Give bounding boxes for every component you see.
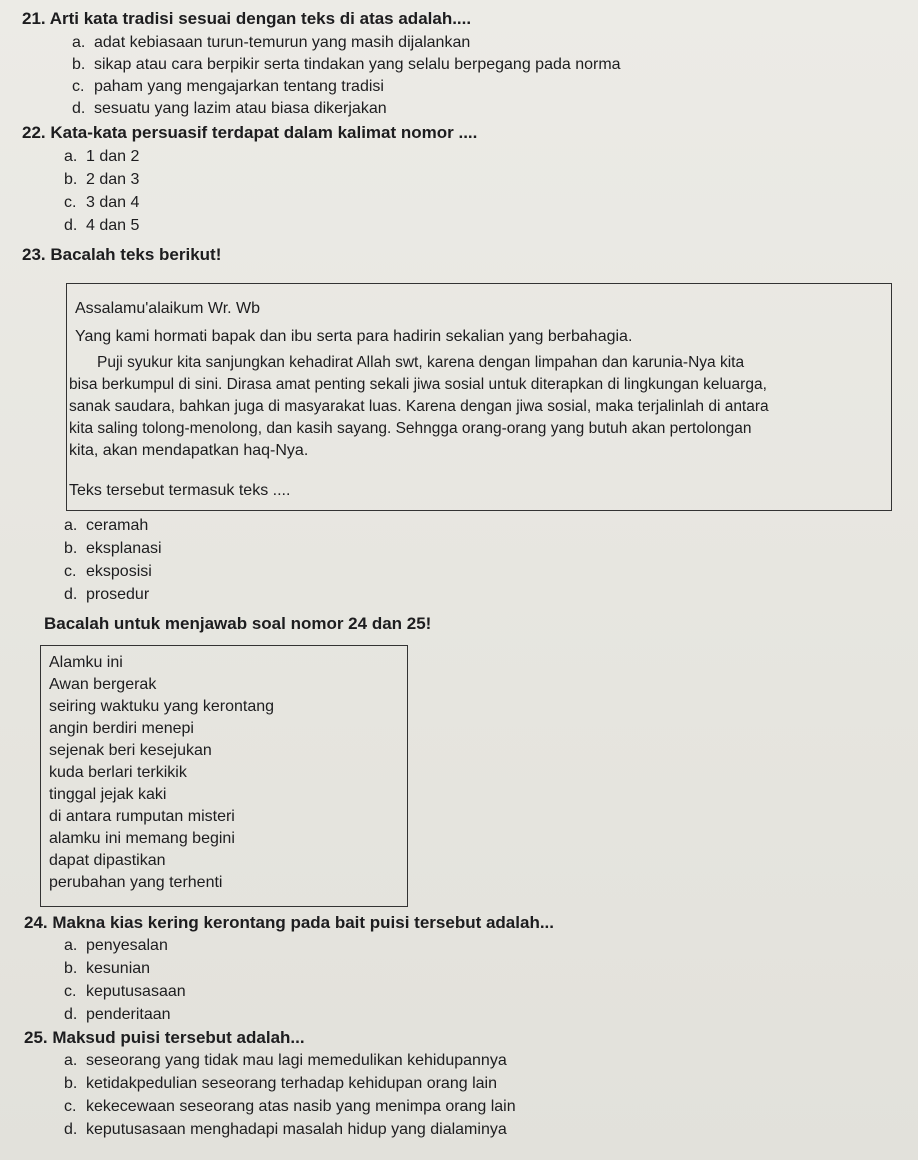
passage-line: sanak saudara, bahkan juga di masyarakat luas. Karena dengan jiwa sosial, maka terjalinlah di antara xyxy=(69,398,769,415)
passage-line: kita saling tolong-menolong, dan kasih sayang. Sehngga orang-orang yang butuh akan pertolongan xyxy=(69,420,752,437)
poem-line: angin berdiri menepi xyxy=(49,720,194,737)
q23-option-c: c. eksposisi xyxy=(64,563,152,580)
instruction-24-25: Bacalah untuk menjawab soal nomor 24 dan 25! xyxy=(44,614,432,633)
speech-text-box xyxy=(66,283,892,511)
q25-option-c: c. kekecewaan seseorang atas nasib yang menimpa orang lain xyxy=(64,1098,516,1115)
q23-option-a: a. ceramah xyxy=(64,517,149,534)
poem-line: perubahan yang terhenti xyxy=(49,874,223,891)
q24-option-c: c. keputusasaan xyxy=(64,983,186,1000)
question-23: 23. Bacalah teks berikut! xyxy=(22,245,222,264)
q21-option-c: c. paham yang mengajarkan tentang tradisi xyxy=(72,78,384,95)
passage-prompt: Teks tersebut termasuk teks .... xyxy=(69,482,291,499)
q21-option-d: d. sesuatu yang lazim atau biasa dikerjakan xyxy=(72,100,387,117)
poem-box xyxy=(40,645,408,907)
question-24: 24. Makna kias kering kerontang pada bait puisi tersebut adalah... xyxy=(24,913,554,932)
q22-option-b: b. 2 dan 3 xyxy=(64,171,140,188)
q25-option-d: d. keputusasaan menghadapi masalah hidup yang dialaminya xyxy=(64,1121,507,1138)
question-22: 22. Kata-kata persuasif terdapat dalam kalimat nomor .... xyxy=(22,123,478,142)
q21-option-b: b. sikap atau cara berpikir serta tindakan yang selalu berpegang pada norma xyxy=(72,56,621,73)
poem-line: alamku ini memang begini xyxy=(49,830,235,847)
passage-line: Puji syukur kita sanjungkan kehadirat Allah swt, karena dengan limpahan dan karunia-Nya kita xyxy=(97,354,745,371)
passage-line: bisa berkumpul di sini. Dirasa amat penting sekali jiwa sosial untuk diterapkan di lingkungan keluarga, xyxy=(69,376,767,393)
q24-option-b: b. kesunian xyxy=(64,960,151,977)
q22-option-d: d. 4 dan 5 xyxy=(64,217,140,234)
passage-greeting: Assalamu'alaikum Wr. Wb xyxy=(75,300,261,317)
poem-line: dapat dipastikan xyxy=(49,852,166,869)
question-25: 25. Maksud puisi tersebut adalah... xyxy=(24,1028,305,1047)
q25-option-b: b. ketidakpedulian seseorang terhadap kehidupan orang lain xyxy=(64,1075,497,1092)
q24-option-a: a. penyesalan xyxy=(64,937,168,954)
passage-line: Yang kami hormati bapak dan ibu serta para hadirin sekalian yang berbahagia. xyxy=(75,328,633,345)
poem-text xyxy=(49,652,274,894)
poem-line: Alamku ini xyxy=(49,654,123,671)
question-21: 21. Arti kata tradisi sesuai dengan teks di atas adalah.... xyxy=(22,9,472,28)
q21-option-a: a. adat kebiasaan turun-temurun yang masih dijalankan xyxy=(72,34,471,51)
poem-line: seiring waktuku yang kerontang xyxy=(49,698,275,715)
q25-option-a: a. seseorang yang tidak mau lagi memedulikan kehidupannya xyxy=(64,1052,507,1069)
q22-option-a: a. 1 dan 2 xyxy=(64,148,140,165)
q23-option-b: b. eksplanasi xyxy=(64,540,162,557)
q23-option-d: d. prosedur xyxy=(64,586,150,603)
q22-option-c: c. 3 dan 4 xyxy=(64,194,140,211)
poem-line: kuda berlari terkikik xyxy=(49,764,187,781)
poem-line: Awan bergerak xyxy=(49,676,157,693)
q24-option-d: d. penderitaan xyxy=(64,1006,171,1023)
poem-line: sejenak beri kesejukan xyxy=(49,742,212,759)
passage-line: kita, akan mendapatkan haq-Nya. xyxy=(69,442,309,459)
poem-line: tinggal jejak kaki xyxy=(49,786,167,803)
poem-line: di antara rumputan misteri xyxy=(49,808,235,825)
